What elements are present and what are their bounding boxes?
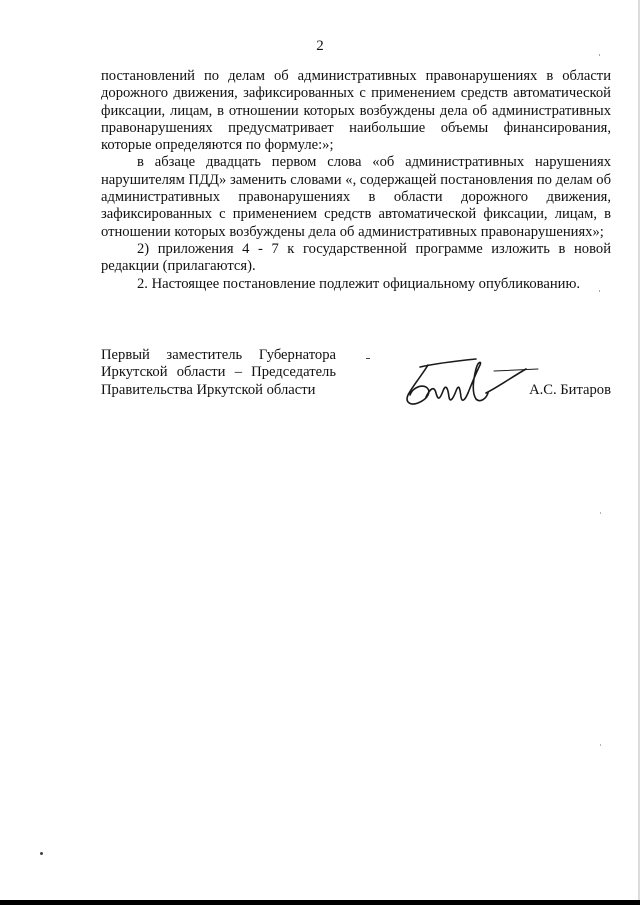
paragraph-publication-clause: 2. Настоящее постановление подлежит официальному опубликованию. <box>137 275 581 292</box>
paragraph-formula-continuation: постановлений по делам об административных правонарушениях в области дорожного движения, зафиксированных с применением средств автоматической фиксации, лицам, в отношении которых возбуждены дела об административных правонарушениях предусматривает наибольшие объемы финансирования, которые определяются по формуле:»; <box>101 68 611 154</box>
signer-position-line: Правительства Иркутской области <box>101 381 316 398</box>
signature-block <box>101 347 611 417</box>
scan-speck <box>599 54 600 56</box>
scan-speck <box>599 290 600 292</box>
handwritten-signature-icon <box>398 353 543 409</box>
paragraph-appendices-amendment: 2) приложения 4 - 7 к государственной программе изложить в новой редакции (прилагаются). <box>101 240 611 275</box>
paragraph-paragraph-21-amendment: в абзаце двадцать первом слова «об административных нарушениях нарушителям ПДД» заменить словами «, содержащей постановления по делам об административных правонарушениях в области дорожного движения, зафиксированных с применением средств автоматической фиксации, лицам, в отношении которых возбуждены дела об административных правонарушениях»; <box>101 154 611 240</box>
document-body <box>101 68 611 293</box>
signer-position-line: Иркутской области – Председатель <box>101 364 336 381</box>
scan-speck <box>366 358 370 359</box>
scan-speck <box>40 852 43 855</box>
scan-bottom-edge <box>0 900 640 905</box>
page-number: 2 <box>316 38 324 54</box>
scan-speck <box>600 512 601 514</box>
signer-name: А.С. Битаров <box>529 382 611 398</box>
signer-position-line: Первый заместитель Губернатора <box>101 347 336 363</box>
scan-speck <box>600 744 601 746</box>
signer-position-title <box>101 347 336 399</box>
